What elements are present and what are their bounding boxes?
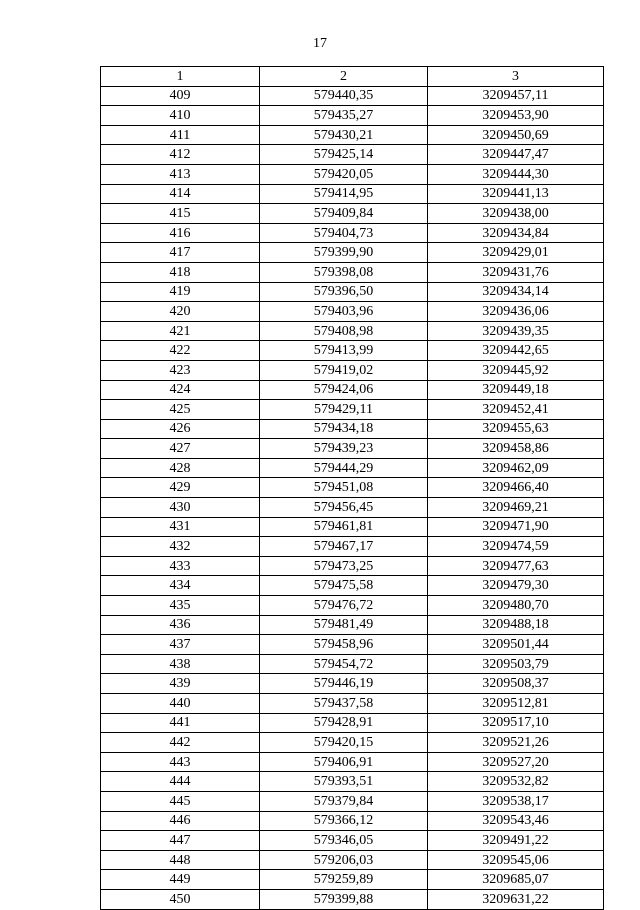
table-cell: 3209441,13 bbox=[428, 184, 604, 204]
table-row bbox=[101, 694, 604, 714]
table-cell: 3209543,46 bbox=[428, 811, 604, 831]
table-cell: 579461,81 bbox=[260, 517, 428, 537]
table-cell: 3209480,70 bbox=[428, 596, 604, 616]
table-cell: 3209449,18 bbox=[428, 380, 604, 400]
table-cell: 3209517,10 bbox=[428, 713, 604, 733]
table-row bbox=[101, 164, 604, 184]
table-cell: 579346,05 bbox=[260, 831, 428, 851]
table-cell: 3209512,81 bbox=[428, 694, 604, 714]
table-cell: 417 bbox=[101, 243, 260, 263]
table-cell: 579399,88 bbox=[260, 889, 428, 909]
table-cell: 411 bbox=[101, 125, 260, 145]
table-cell: 419 bbox=[101, 282, 260, 302]
table-cell: 3209458,86 bbox=[428, 439, 604, 459]
table-cell: 3209488,18 bbox=[428, 615, 604, 635]
table-cell: 3209685,07 bbox=[428, 870, 604, 890]
table-cell: 579439,23 bbox=[260, 439, 428, 459]
table-cell: 409 bbox=[101, 86, 260, 106]
table-cell: 444 bbox=[101, 772, 260, 792]
table-cell: 3209445,92 bbox=[428, 360, 604, 380]
table-cell: 3209434,84 bbox=[428, 223, 604, 243]
table-cell: 3209450,69 bbox=[428, 125, 604, 145]
table-row bbox=[101, 204, 604, 224]
table-row bbox=[101, 537, 604, 557]
table-cell: 448 bbox=[101, 850, 260, 870]
table-cell: 3209503,79 bbox=[428, 654, 604, 674]
table-cell: 579456,45 bbox=[260, 498, 428, 518]
table-row bbox=[101, 654, 604, 674]
table-cell: 3209532,82 bbox=[428, 772, 604, 792]
table-row bbox=[101, 556, 604, 576]
table-cell: 3209444,30 bbox=[428, 164, 604, 184]
table-cell: 3209538,17 bbox=[428, 791, 604, 811]
table-cell: 436 bbox=[101, 615, 260, 635]
table-cell: 579434,18 bbox=[260, 419, 428, 439]
table-cell: 3209434,14 bbox=[428, 282, 604, 302]
table-cell: 579429,11 bbox=[260, 400, 428, 420]
table-cell: 443 bbox=[101, 752, 260, 772]
table-cell: 433 bbox=[101, 556, 260, 576]
table-cell: 3209471,90 bbox=[428, 517, 604, 537]
table-cell: 579428,91 bbox=[260, 713, 428, 733]
table-cell: 579458,96 bbox=[260, 635, 428, 655]
table-cell: 579420,05 bbox=[260, 164, 428, 184]
table-cell: 579408,98 bbox=[260, 321, 428, 341]
table-cell: 3209439,35 bbox=[428, 321, 604, 341]
table-cell: 416 bbox=[101, 223, 260, 243]
table-cell: 579259,89 bbox=[260, 870, 428, 890]
table-row bbox=[101, 439, 604, 459]
table-cell: 415 bbox=[101, 204, 260, 224]
table-cell: 579424,06 bbox=[260, 380, 428, 400]
table-cell: 579454,72 bbox=[260, 654, 428, 674]
table-cell: 579413,99 bbox=[260, 341, 428, 361]
table-row bbox=[101, 243, 604, 263]
table-cell: 579393,51 bbox=[260, 772, 428, 792]
table-cell: 579399,90 bbox=[260, 243, 428, 263]
table-cell: 3209545,06 bbox=[428, 850, 604, 870]
table-row bbox=[101, 184, 604, 204]
table-cell: 3209477,63 bbox=[428, 556, 604, 576]
table-cell: 3209491,22 bbox=[428, 831, 604, 851]
table-cell: 3209438,00 bbox=[428, 204, 604, 224]
table-row bbox=[101, 752, 604, 772]
table-row bbox=[101, 302, 604, 322]
table-cell: 420 bbox=[101, 302, 260, 322]
table-row bbox=[101, 400, 604, 420]
table-cell: 3209457,11 bbox=[428, 86, 604, 106]
table-cell: 3209453,90 bbox=[428, 106, 604, 126]
table-cell: 3209447,47 bbox=[428, 145, 604, 165]
table-cell: 3209452,41 bbox=[428, 400, 604, 420]
table-row bbox=[101, 145, 604, 165]
table-cell: 3209521,26 bbox=[428, 733, 604, 753]
table-cell: 579440,35 bbox=[260, 86, 428, 106]
table-cell: 3209479,30 bbox=[428, 576, 604, 596]
table-cell: 3209527,20 bbox=[428, 752, 604, 772]
table-cell: 426 bbox=[101, 419, 260, 439]
table-cell: 421 bbox=[101, 321, 260, 341]
table-cell: 3209442,65 bbox=[428, 341, 604, 361]
table-cell: 425 bbox=[101, 400, 260, 420]
table-row bbox=[101, 576, 604, 596]
table-cell: 579403,96 bbox=[260, 302, 428, 322]
table-row bbox=[101, 125, 604, 145]
table-cell: 579476,72 bbox=[260, 596, 428, 616]
table-row bbox=[101, 870, 604, 890]
table-cell: 449 bbox=[101, 870, 260, 890]
table-cell: 579425,14 bbox=[260, 145, 428, 165]
table-cell: 579409,84 bbox=[260, 204, 428, 224]
table-cell: 423 bbox=[101, 360, 260, 380]
table-cell: 3209631,22 bbox=[428, 889, 604, 909]
table-row bbox=[101, 106, 604, 126]
table-cell: 445 bbox=[101, 791, 260, 811]
table-cell: 3209455,63 bbox=[428, 419, 604, 439]
column-header-1: 1 bbox=[101, 67, 260, 87]
table-row bbox=[101, 282, 604, 302]
table-cell: 428 bbox=[101, 458, 260, 478]
table-row bbox=[101, 86, 604, 106]
table-cell: 438 bbox=[101, 654, 260, 674]
table-cell: 579414,95 bbox=[260, 184, 428, 204]
table-cell: 410 bbox=[101, 106, 260, 126]
page-number: 17 bbox=[313, 36, 327, 51]
table-cell: 3209469,21 bbox=[428, 498, 604, 518]
table-row bbox=[101, 713, 604, 733]
table-row bbox=[101, 498, 604, 518]
table-cell: 579398,08 bbox=[260, 262, 428, 282]
table-cell: 579467,17 bbox=[260, 537, 428, 557]
table-cell: 579420,15 bbox=[260, 733, 428, 753]
table-body bbox=[101, 86, 604, 909]
table-cell: 3209501,44 bbox=[428, 635, 604, 655]
table-cell: 450 bbox=[101, 889, 260, 909]
table-cell: 579437,58 bbox=[260, 694, 428, 714]
table-row bbox=[101, 831, 604, 851]
table-cell: 440 bbox=[101, 694, 260, 714]
table-cell: 579404,73 bbox=[260, 223, 428, 243]
table-cell: 431 bbox=[101, 517, 260, 537]
table-cell: 579419,02 bbox=[260, 360, 428, 380]
table-cell: 579430,21 bbox=[260, 125, 428, 145]
table-cell: 579473,25 bbox=[260, 556, 428, 576]
table-cell: 579396,50 bbox=[260, 282, 428, 302]
table-cell: 418 bbox=[101, 262, 260, 282]
table-row bbox=[101, 458, 604, 478]
column-header-3: 3 bbox=[428, 67, 604, 87]
table-row bbox=[101, 596, 604, 616]
table-cell: 427 bbox=[101, 439, 260, 459]
table-cell: 422 bbox=[101, 341, 260, 361]
coordinates-table bbox=[100, 66, 604, 910]
table-cell: 3209466,40 bbox=[428, 478, 604, 498]
table-row bbox=[101, 341, 604, 361]
table-cell: 434 bbox=[101, 576, 260, 596]
table-cell: 579379,84 bbox=[260, 791, 428, 811]
table-row bbox=[101, 321, 604, 341]
table-cell: 439 bbox=[101, 674, 260, 694]
table-row bbox=[101, 360, 604, 380]
table-cell: 442 bbox=[101, 733, 260, 753]
table-cell: 446 bbox=[101, 811, 260, 831]
table-row bbox=[101, 262, 604, 282]
table-row bbox=[101, 811, 604, 831]
column-header-2: 2 bbox=[260, 67, 428, 87]
table-cell: 3209462,09 bbox=[428, 458, 604, 478]
table-cell: 424 bbox=[101, 380, 260, 400]
table-row bbox=[101, 223, 604, 243]
table-cell: 579406,91 bbox=[260, 752, 428, 772]
table-cell: 412 bbox=[101, 145, 260, 165]
table-cell: 3209508,37 bbox=[428, 674, 604, 694]
table-cell: 432 bbox=[101, 537, 260, 557]
table-row bbox=[101, 674, 604, 694]
table-cell: 579206,03 bbox=[260, 850, 428, 870]
table-cell: 414 bbox=[101, 184, 260, 204]
table-cell: 413 bbox=[101, 164, 260, 184]
table-row bbox=[101, 772, 604, 792]
table-cell: 3209431,76 bbox=[428, 262, 604, 282]
table-cell: 435 bbox=[101, 596, 260, 616]
header-row bbox=[101, 67, 604, 87]
table-row bbox=[101, 478, 604, 498]
table-cell: 3209429,01 bbox=[428, 243, 604, 263]
table-row bbox=[101, 517, 604, 537]
table-cell: 579446,19 bbox=[260, 674, 428, 694]
table-cell: 447 bbox=[101, 831, 260, 851]
table-row bbox=[101, 635, 604, 655]
table-cell: 3209436,06 bbox=[428, 302, 604, 322]
table-row bbox=[101, 850, 604, 870]
table-cell: 579451,08 bbox=[260, 478, 428, 498]
table-row bbox=[101, 419, 604, 439]
table-row bbox=[101, 615, 604, 635]
table-row bbox=[101, 791, 604, 811]
table-row bbox=[101, 733, 604, 753]
table-cell: 441 bbox=[101, 713, 260, 733]
table-header bbox=[101, 67, 604, 87]
table-cell: 579481,49 bbox=[260, 615, 428, 635]
table-row bbox=[101, 380, 604, 400]
table-cell: 579435,27 bbox=[260, 106, 428, 126]
table-cell: 437 bbox=[101, 635, 260, 655]
table-cell: 579475,58 bbox=[260, 576, 428, 596]
table-row bbox=[101, 889, 604, 909]
table-cell: 579366,12 bbox=[260, 811, 428, 831]
table-cell: 429 bbox=[101, 478, 260, 498]
table-cell: 579444,29 bbox=[260, 458, 428, 478]
table-cell: 430 bbox=[101, 498, 260, 518]
table-cell: 3209474,59 bbox=[428, 537, 604, 557]
